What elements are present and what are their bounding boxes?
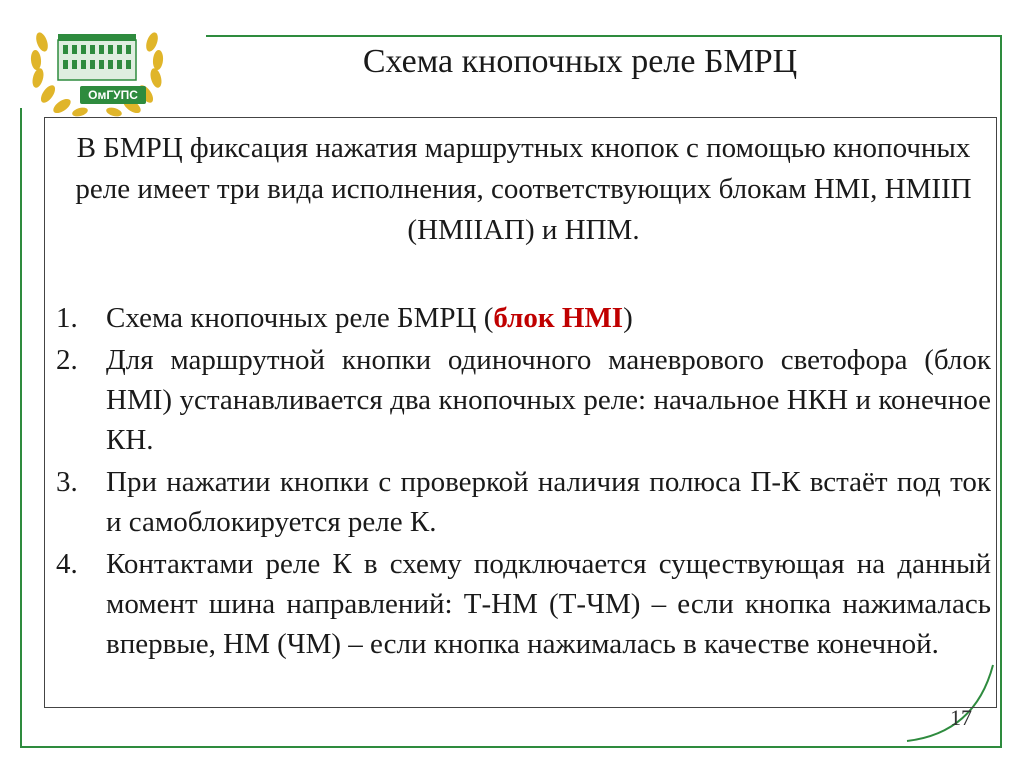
list-item-number: 1. bbox=[56, 302, 78, 334]
omgups-logo bbox=[22, 12, 172, 124]
page-number: 17 bbox=[950, 705, 972, 730]
numbered-list bbox=[56, 298, 991, 666]
list-item bbox=[56, 544, 991, 664]
slide-title: Схема кнопочных реле БМРЦ bbox=[362, 43, 798, 80]
list-item-text: Схема кнопочных реле БМРЦ ( bbox=[106, 302, 494, 334]
list-item-text: При нажатии кнопки с проверкой наличия полюса П-К встаёт под ток и самоблокируется реле К. bbox=[106, 466, 991, 538]
intro-paragraph: В БМРЦ фиксация нажатия маршрутных кнопок с помощью кнопочных реле имеет три вида исполнения, соответствующих блокам НМI, НМIIП (НМIIАП) и НПМ. bbox=[75, 132, 972, 246]
list-item-text-end: ) bbox=[623, 302, 633, 334]
list-item bbox=[56, 340, 991, 460]
list-item-number: 3. bbox=[56, 466, 78, 498]
frame-left-line bbox=[20, 108, 22, 748]
frame-bottom-line bbox=[20, 746, 1002, 748]
list-item-text: Для маршрутной кнопки одиночного маневрового светофора (блок НМI) устанавливается два кнопочных реле: начальное НКН и конечное КН. bbox=[106, 344, 991, 456]
frame-top-line bbox=[206, 35, 1002, 37]
content-box-right-border bbox=[996, 117, 997, 708]
list-item-number: 4. bbox=[56, 548, 78, 580]
frame-right-line bbox=[1000, 35, 1002, 747]
list-item bbox=[56, 298, 991, 338]
laurel-wreath-icon bbox=[22, 12, 172, 124]
logo-label: ОмГУПС bbox=[80, 86, 146, 104]
list-item bbox=[56, 462, 991, 542]
list-item-text: Контактами реле К в схему подключается существующая на данный момент шина направлений: Т-НМ (Т-ЧМ) – если кнопка нажималась впервые, НМ (ЧМ) – если кнопка нажималась в качестве конечной. bbox=[106, 548, 991, 660]
list-item-highlight: блок НМI bbox=[493, 302, 624, 334]
list-item-number: 2. bbox=[56, 344, 78, 376]
